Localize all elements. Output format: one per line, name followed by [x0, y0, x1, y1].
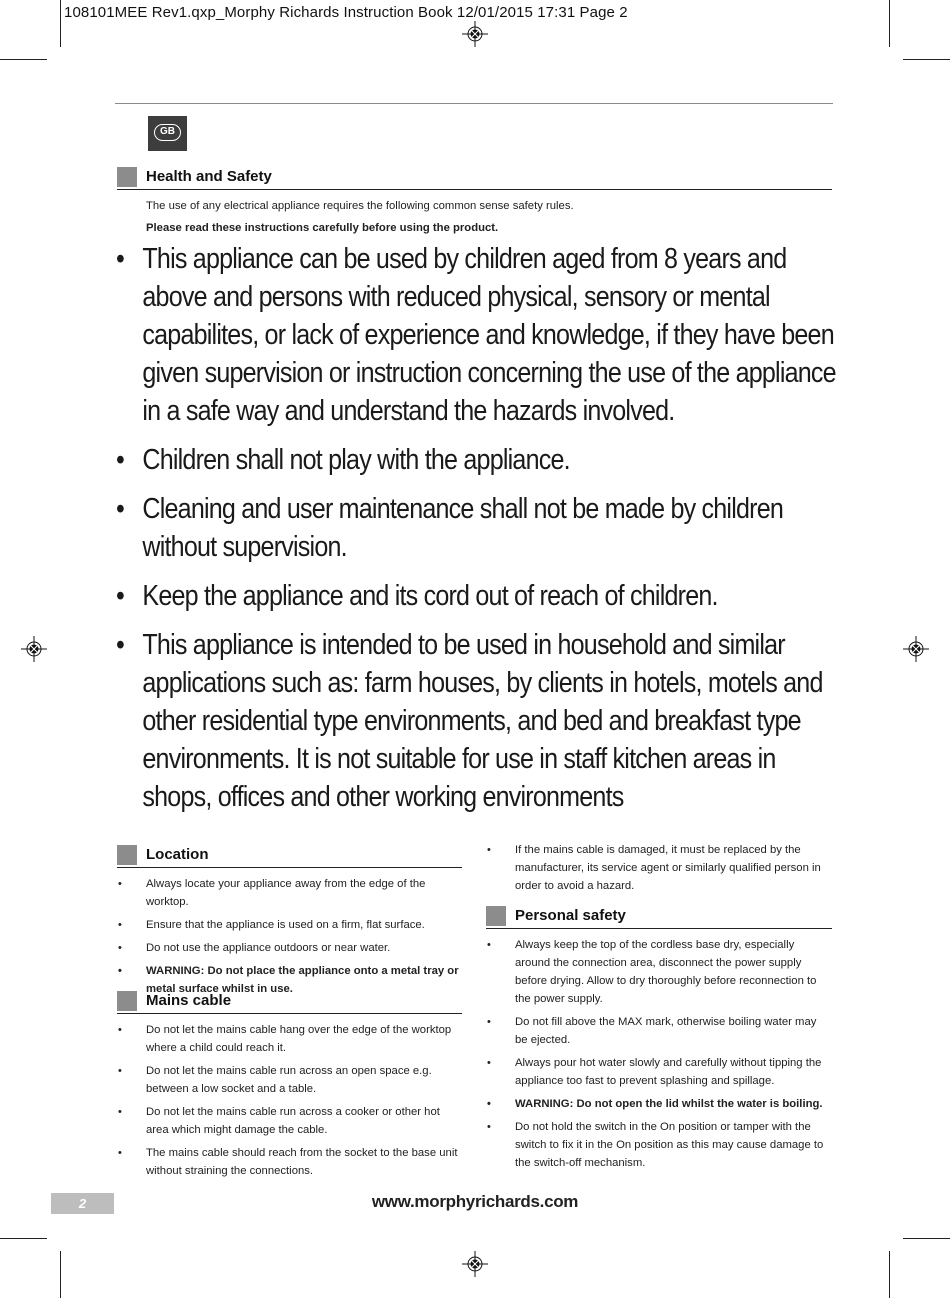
bullet-icon: •: [118, 919, 122, 931]
heading-label: Location: [146, 846, 209, 863]
list-item: • Ensure that the appliance is used on a firm, flat surface.: [117, 916, 463, 934]
safety-bullet-list: [116, 240, 836, 827]
crop-mark: [60, 1251, 61, 1298]
cable-damaged-list: [486, 841, 826, 900]
list-item: • Keep the appliance and its cord out of reach of children.: [116, 577, 846, 615]
bullet-icon: •: [487, 1121, 491, 1133]
heading-label: Mains cable: [146, 992, 232, 1009]
crop-mark: [889, 0, 890, 47]
location-heading: [117, 845, 462, 868]
bullet-icon: •: [487, 1057, 491, 1069]
warning-item: • WARNING: Do not open the lid whilst the water is boiling.: [486, 1095, 828, 1113]
heading-marker: [117, 167, 137, 187]
mains-cable-heading: [117, 991, 462, 1014]
list-item: • Always keep the top of the cordless base dry, especially around the connection area, disconnect the power supply before drying. Allow to dry thoroughly before reconnection to the power supply.: [486, 936, 828, 1008]
list-item: • Do not use the appliance outdoors or near water.: [117, 939, 463, 957]
website-url[interactable]: www.morphyrichards.com: [371, 1192, 579, 1211]
location-list: [117, 875, 463, 1003]
bullet-icon: •: [118, 1024, 122, 1036]
heading-marker: [117, 845, 137, 865]
language-badge-label: GB: [154, 124, 181, 141]
bullet-icon: •: [118, 1147, 122, 1159]
list-item: • If the mains cable is damaged, it must be replaced by the manufacturer, its service agent or similarly qualified person in order to avoid a hazard.: [486, 841, 826, 895]
language-badge: [148, 116, 187, 151]
list-item: • Do not let the mains cable hang over the edge of the worktop where a child could reach it.: [117, 1021, 463, 1057]
list-item: • This appliance can be used by children aged from 8 years and above and persons with reduced physical, sensory or mental capabilites, or lack of experience and knowledge, if they have been given supervision or instruction concerning the use of the appliance in a safe way and understand the hazards involved.: [116, 240, 846, 430]
bullet-icon: •: [487, 1098, 491, 1110]
mains-cable-list: [117, 1021, 463, 1185]
crop-mark: [903, 59, 950, 60]
bullet-icon: •: [118, 878, 122, 890]
bullet-icon: •: [116, 243, 124, 275]
list-item: • This appliance is intended to be used in household and similar applications such as: farm houses, by clients in hotels, motels and other residential type environments, and bed and breakfast type environments. It is not suitable for use in staff kitchen areas in shops, offices and other working environments: [116, 626, 846, 816]
list-item: • Children shall not play with the appliance.: [116, 441, 846, 479]
intro-bold-text: Please read these instructions carefully before using the product.: [146, 222, 499, 234]
registration-mark-icon: [462, 1251, 488, 1277]
bullet-icon: •: [487, 1016, 491, 1028]
bullet-icon: •: [118, 1106, 122, 1118]
page-number: 2: [51, 1193, 114, 1214]
list-item: • Do not hold the switch in the On position or tamper with the switch to fix it in the On position as this may cause damage to the switch-off mechanism.: [486, 1118, 828, 1172]
crop-mark: [60, 0, 61, 47]
bullet-icon: •: [116, 580, 124, 612]
bullet-icon: •: [118, 965, 122, 977]
top-rule: [115, 103, 833, 104]
bullet-icon: •: [116, 444, 124, 476]
personal-safety-list: [486, 936, 828, 1177]
crop-mark: [889, 1251, 890, 1298]
heading-marker: [486, 906, 506, 926]
health-safety-heading: [117, 167, 832, 190]
warning-item: • WARNING: Do not place the appliance onto a metal tray or metal surface whilst in use.: [117, 962, 463, 998]
heading-label: Personal safety: [515, 907, 626, 924]
personal-safety-heading: [486, 906, 832, 929]
heading-label: Health and Safety: [146, 168, 272, 185]
crop-mark: [903, 1238, 950, 1239]
bullet-icon: •: [487, 939, 491, 951]
registration-mark-icon: [462, 21, 488, 47]
crop-mark: [0, 1238, 47, 1239]
bullet-icon: •: [118, 1065, 122, 1077]
bullet-icon: •: [116, 629, 124, 661]
list-item: • Cleaning and user maintenance shall not be made by children without supervision.: [116, 490, 846, 566]
list-item: • Do not let the mains cable run across an open space e.g. between a low socket and a table.: [117, 1062, 463, 1098]
print-slug: 108101MEE Rev1.qxp_Morphy Richards Instruction Book 12/01/2015 17:31 Page 2: [64, 4, 628, 21]
list-item: • Do not let the mains cable run across a cooker or other hot area which might damage the cable.: [117, 1103, 463, 1139]
crop-mark: [0, 59, 47, 60]
list-item: • Always locate your appliance away from the edge of the worktop.: [117, 875, 463, 911]
bullet-icon: •: [116, 493, 124, 525]
list-item: • Always pour hot water slowly and carefully without tipping the appliance too fast to prevent splashing and spillage.: [486, 1054, 828, 1090]
heading-marker: [117, 991, 137, 1011]
registration-mark-icon: [21, 636, 47, 662]
list-item: • Do not fill above the MAX mark, otherwise boiling water may be ejected.: [486, 1013, 828, 1049]
bullet-icon: •: [118, 942, 122, 954]
registration-mark-icon: [903, 636, 929, 662]
intro-text: The use of any electrical appliance requires the following common sense safety rules.: [146, 200, 574, 212]
list-item: • The mains cable should reach from the socket to the base unit without straining the connections.: [117, 1144, 463, 1180]
bullet-icon: •: [487, 844, 491, 856]
